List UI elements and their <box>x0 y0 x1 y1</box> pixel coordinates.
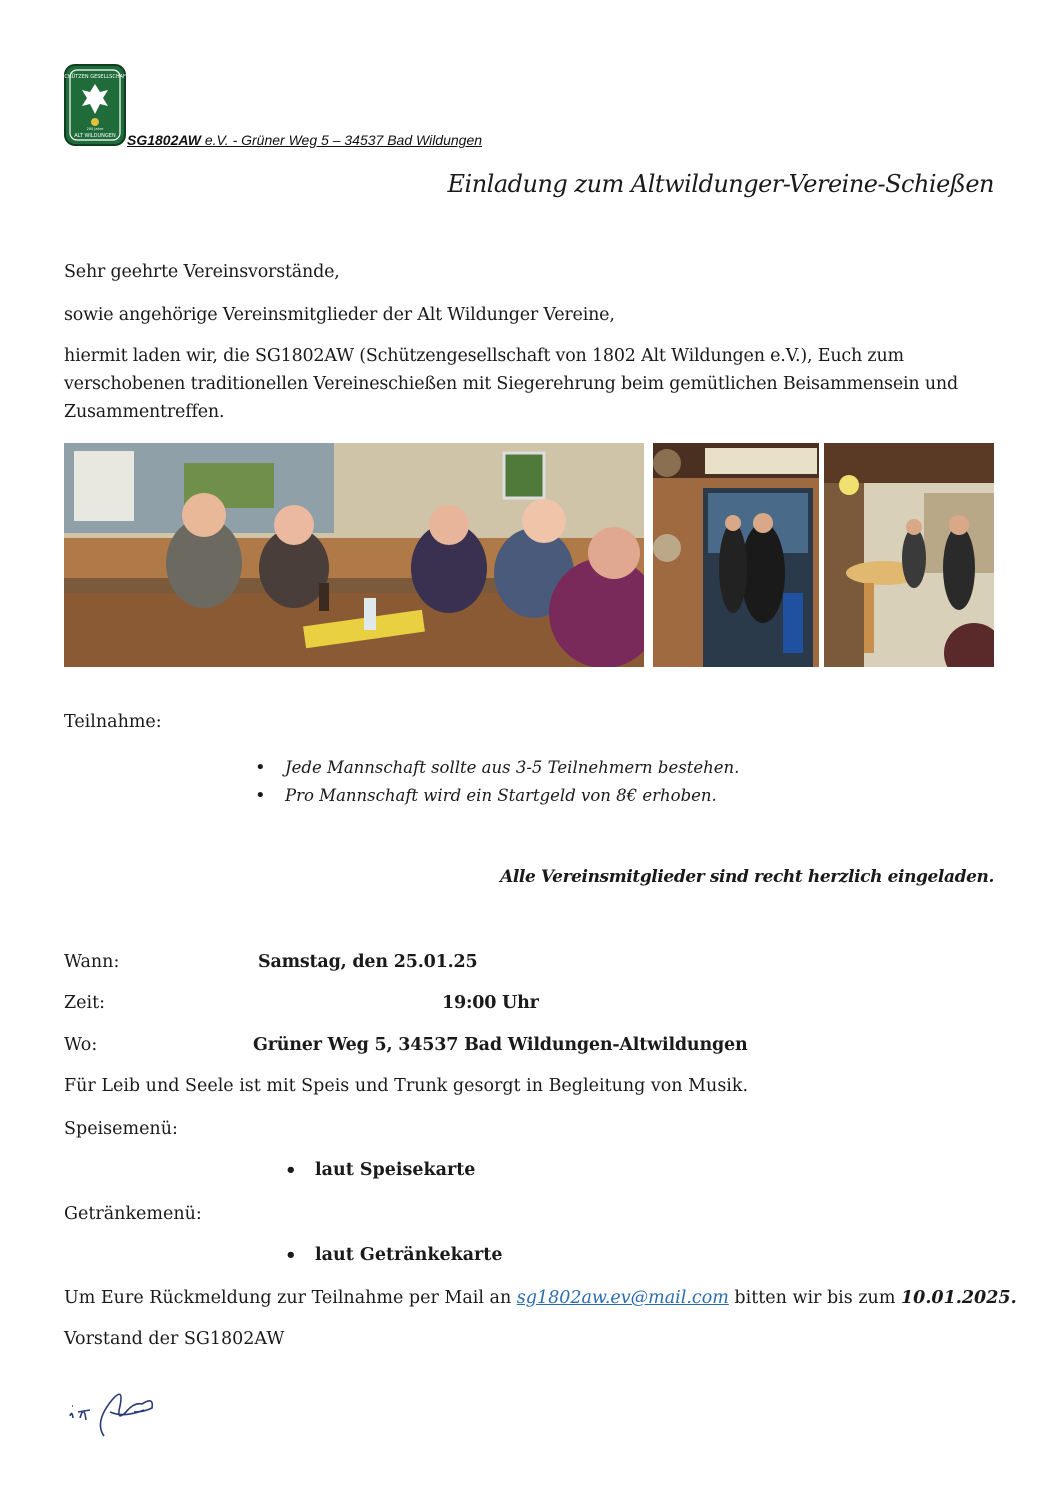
list-item: • laut Speisekarte <box>285 1160 475 1180</box>
catering-line: Für Leib und Seele ist mit Speis und Trunk gesorgt in Begleitung von Musik. <box>64 1076 749 1096</box>
participation-list <box>255 754 739 810</box>
participation-label: Teilnahme: <box>64 712 162 732</box>
drinks-label: Getränkemenü: <box>64 1204 202 1224</box>
food-list <box>285 1160 475 1180</box>
logo-small-text: 200 Jahre <box>86 127 104 131</box>
rsvp-line <box>64 1288 1017 1308</box>
invite-line: Alle Vereinsmitglieder sind recht herzlich eingeladen. <box>500 867 994 887</box>
when-value: Samstag, den 25.01.25 <box>258 952 478 972</box>
greeting-line-1: Sehr geehrte Vereinsvorstände, <box>64 262 340 282</box>
photo-doorway <box>653 443 819 667</box>
list-item: • laut Getränkekarte <box>285 1245 503 1265</box>
when-label: Wann: <box>64 952 120 972</box>
list-item: • Jede Mannschaft sollte aus 3-5 Teilnehmern bestehen. <box>255 754 739 782</box>
rsvp-text-before: Um Eure Rückmeldung zur Teilnahme per Mail an <box>64 1288 517 1308</box>
org-address: e.V. - Grüner Weg 5 – 34537 Bad Wildungen <box>200 132 483 148</box>
photo-group-table <box>64 443 644 667</box>
signoff-line: Vorstand der SG1802AW <box>64 1329 285 1349</box>
time-value: 19:00 Uhr <box>442 993 539 1013</box>
drinks-list <box>285 1245 503 1265</box>
rsvp-text-middle: bitten wir bis zum <box>728 1288 901 1308</box>
signature <box>64 1382 164 1442</box>
club-logo <box>64 64 126 146</box>
photo-club-room <box>824 443 994 667</box>
time-label: Zeit: <box>64 993 106 1013</box>
logo-top-text: SCHÜTZEN GESELLSCHAFT <box>64 74 126 80</box>
greeting-line-2: sowie angehörige Vereinsmitglieder der Alt Wildunger Vereine, <box>64 305 615 325</box>
email-link[interactable]: sg1802aw.ev@mail.com <box>516 1288 729 1308</box>
where-label: Wo: <box>64 1035 98 1055</box>
food-label: Speisemenü: <box>64 1119 178 1139</box>
header-address <box>127 132 482 148</box>
page-title: Einladung zum Altwildunger-Vereine-Schießen <box>447 170 994 198</box>
org-name: SG1802AW <box>127 132 201 148</box>
rsvp-deadline: 10.01.2025. <box>900 1288 1017 1308</box>
where-value: Grüner Weg 5, 34537 Bad Wildungen-Altwildungen <box>253 1035 748 1055</box>
intro-paragraph: hiermit laden wir, die SG1802AW (Schützengesellschaft von 1802 Alt Wildungen e.V.), Euch zum verschobenen traditionellen Vereineschießen mit Siegerehrung beim gemütlichen Beisammensein und Zusammentreffen. <box>64 346 958 422</box>
list-item: • Pro Mannschaft wird ein Startgeld von 8€ erhoben. <box>255 782 739 810</box>
logo-bottom-text: ALT WILDUNGEN <box>74 133 116 139</box>
